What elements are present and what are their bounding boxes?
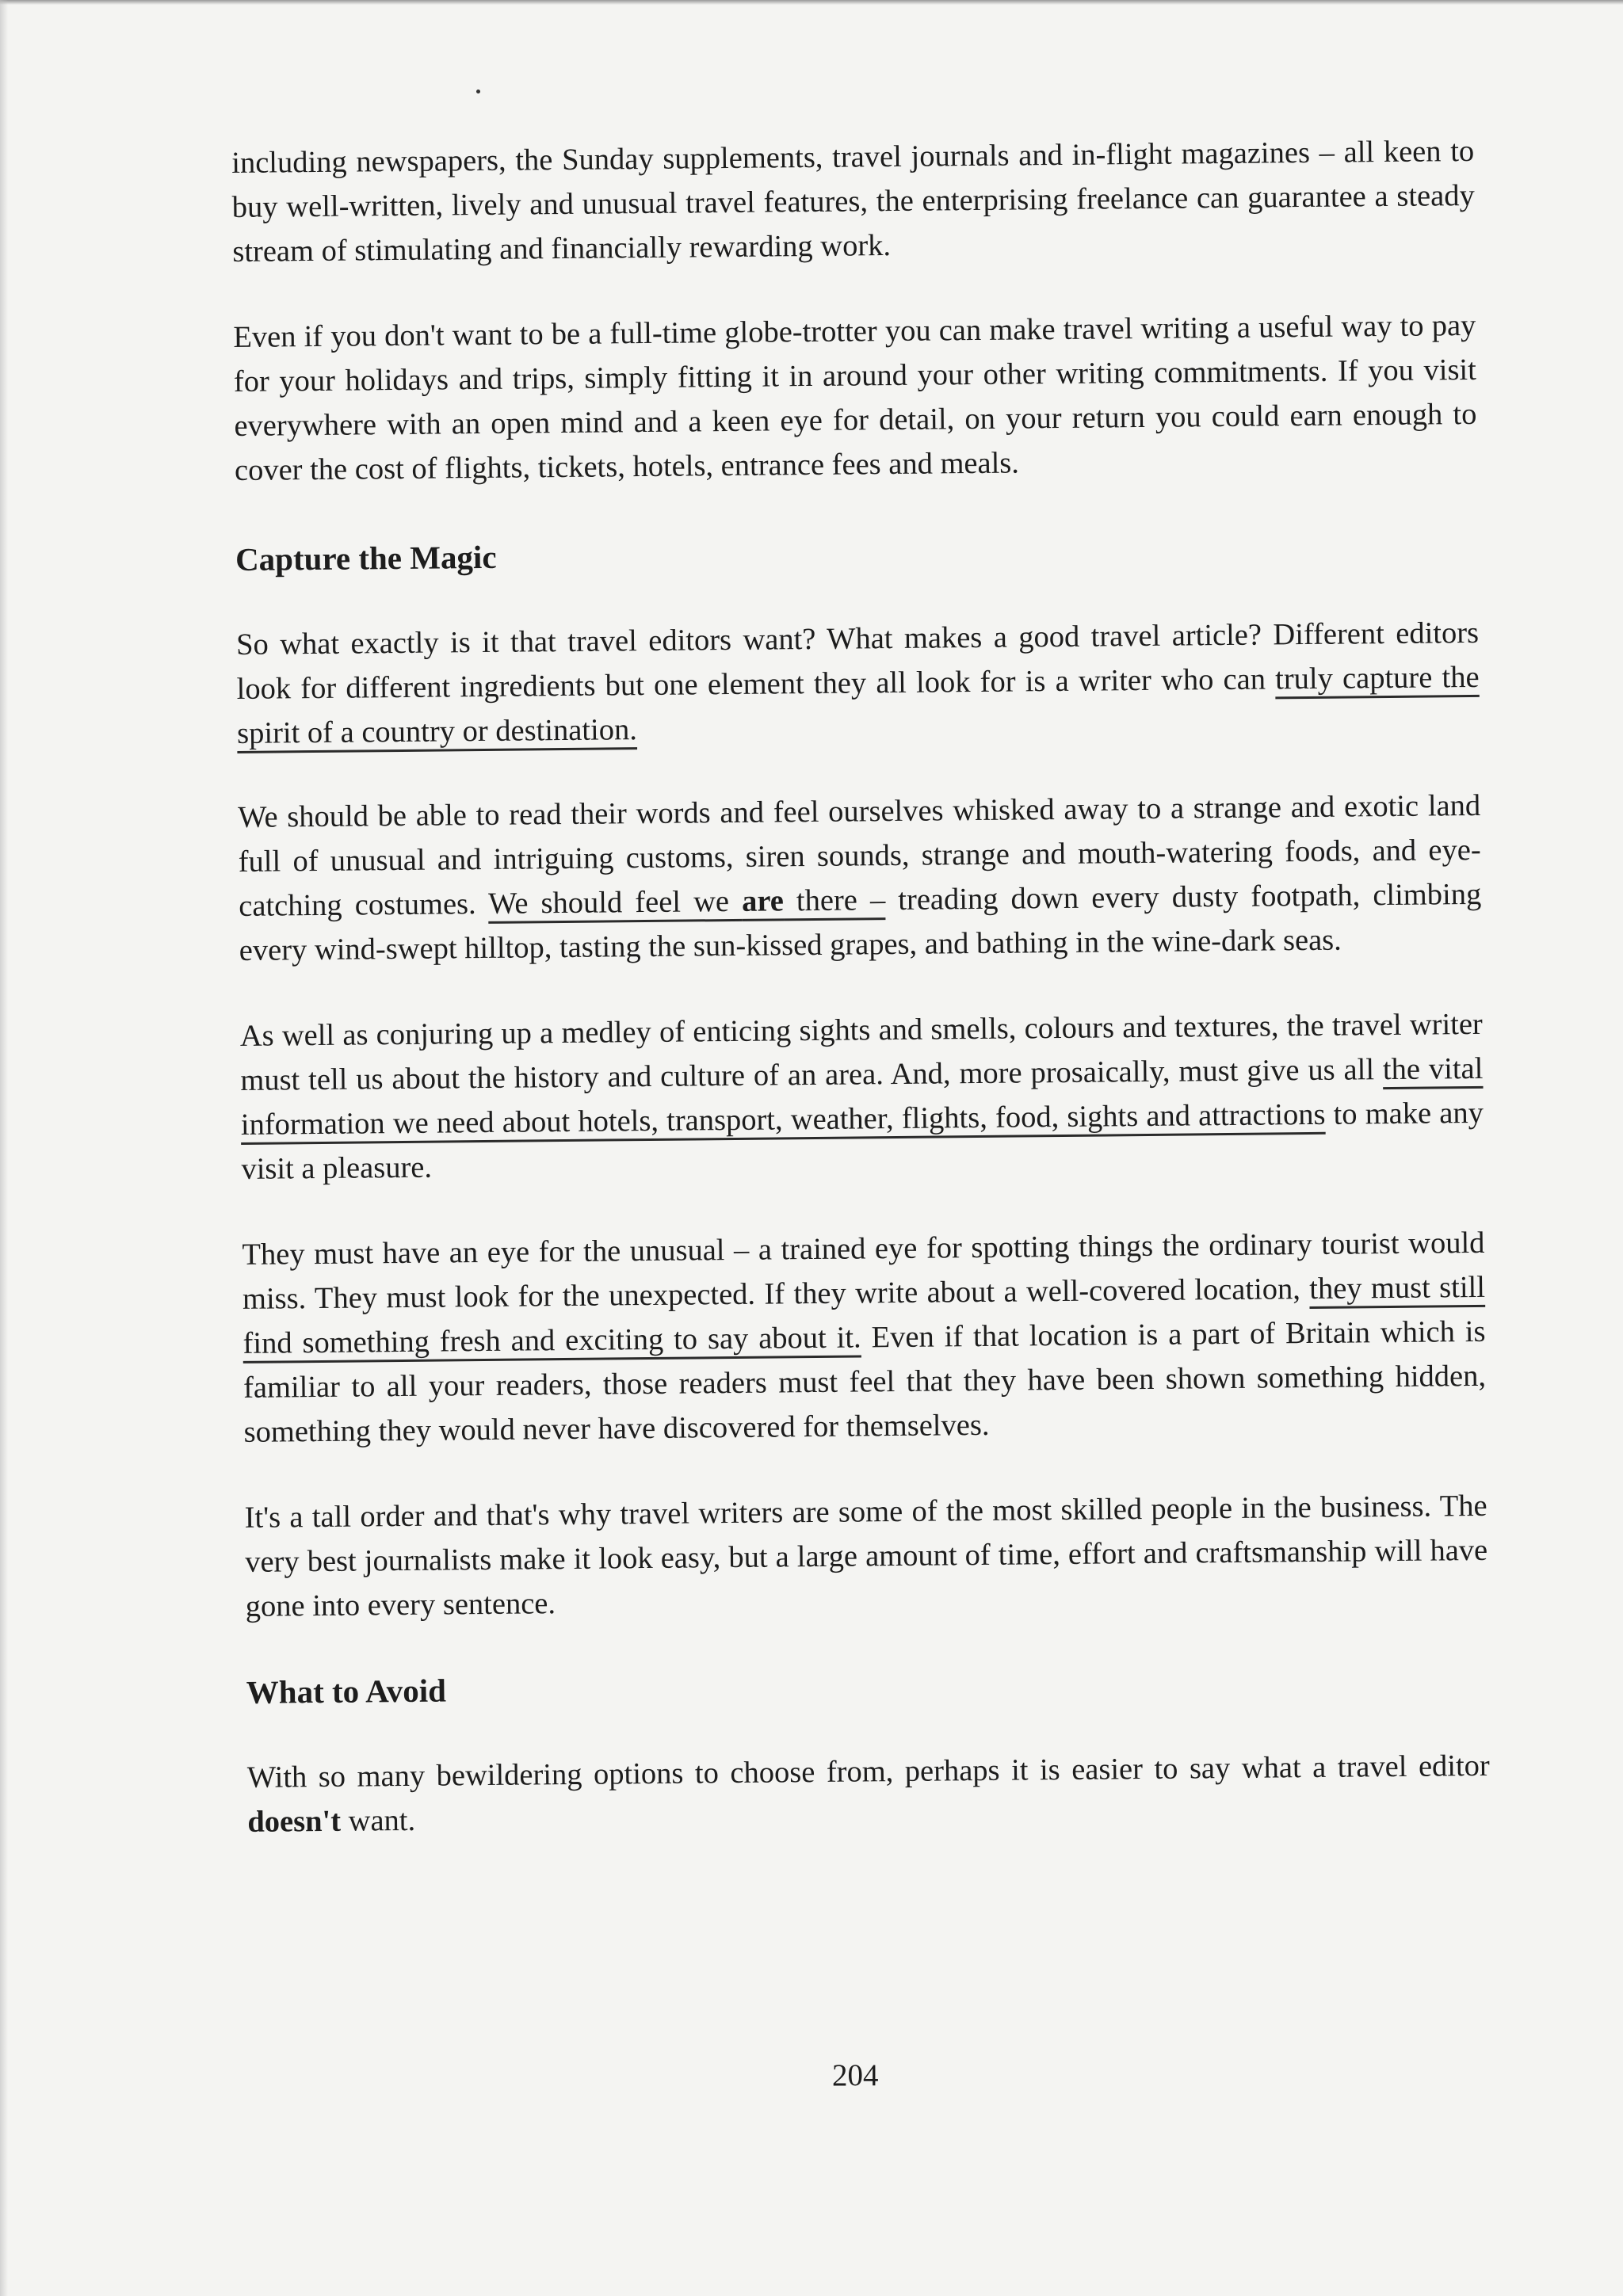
paragraph-eye-for-unusual <box>242 1221 1487 1455</box>
paragraph-editors-want <box>236 611 1480 756</box>
paragraph-medley <box>240 1002 1484 1192</box>
paragraph-intro-continued: including newspapers, the Sunday supplements, travel journals and in-flight magazines – all keen to buy well-written, lively and unusual travel features, the enterprising freelance can guarantee a steady stream of stimulating and financially rewarding work. <box>231 134 1475 269</box>
text-run: So what exactly is it that travel editors want? What makes a good travel article? Different editors look for different ingredients but one element they all look for is a writer who can <box>235 616 1480 706</box>
scan-speck <box>476 90 480 93</box>
underlined-phrase: truly capture the spirit of a country or destination. <box>236 660 1480 750</box>
scan-top-edge <box>0 0 1623 5</box>
scan-left-edge <box>0 0 8 2296</box>
paragraph-tall-order: It's a tall order and that's why travel writers are some of the most skilled people in the business. The very best journalists make it look easy, but a large amount of time, effort and craftsmanship will have gone into every sentence. <box>244 1489 1488 1623</box>
text-run: Even if that location is a part of Britain which is familiar to all your readers, those readers must feel that they have been shown something hidden, something they would never have discovered for themselves. <box>242 1314 1487 1449</box>
underlined-phrase: they must still find something fresh and exciting to say about it. <box>242 1270 1486 1360</box>
text-run: With so many bewildering options to choose from, perhaps it is easier to say what a travel editor <box>246 1749 1490 1794</box>
paragraph-holidays: Even if you don't want to be a full-time globe-trotter you can make travel writing a useful way to pay for your holidays and trips, simply fitting it in around your other writing commitments. If you visit everywhere with an open mind and a keen eye for detail, on your return you could earn enough to cover the cost of flights, tickets, hotels, entrance fees and meals. <box>233 308 1477 487</box>
text-run: They must have an eye for the unusual – a trained eye for spotting things the ordinary tourist would miss. They must look for the unexpected. If they write about a well-covered location, <box>242 1226 1485 1316</box>
underlined-phrase: there – <box>783 883 886 918</box>
paragraph-whisked-away <box>238 784 1482 973</box>
text-run: want. <box>340 1803 416 1838</box>
text-run: We should be able to read their words and feel ourselves whisked away to a strange and exotic land full of unusual and intriguing customs, siren sounds, strange and mouth-watering foods, and eye-catching costumes. <box>237 788 1481 923</box>
bold-word: doesn't <box>247 1804 342 1839</box>
section-heading-capture-the-magic: Capture the Magic <box>235 538 497 578</box>
bold-underlined-word: are <box>741 884 785 918</box>
underlined-phrase: We should feel we <box>487 884 743 921</box>
text-run: to make any visit a pleasure. <box>241 1096 1484 1186</box>
underlined-phrase: the vital information we need about hotels, transport, weather, flights, food, sights and attractions <box>240 1051 1484 1142</box>
text-run: As well as conjuring up a medley of enticing sights and smells, colours and textures, the travel writer must tell us about the history and culture of an area. And, more prosaically, must give us all <box>239 1007 1483 1097</box>
section-heading-what-to-avoid: What to Avoid <box>246 1672 447 1711</box>
text-run: treading down every dusty footpath, climbing every wind-swept hilltop, tasting the sun-kissed grapes, and bathing in the wine-dark seas. <box>239 877 1482 967</box>
page-number: 204 <box>832 2058 879 2092</box>
paragraph-options <box>247 1744 1491 1844</box>
page-body <box>231 129 1491 1844</box>
